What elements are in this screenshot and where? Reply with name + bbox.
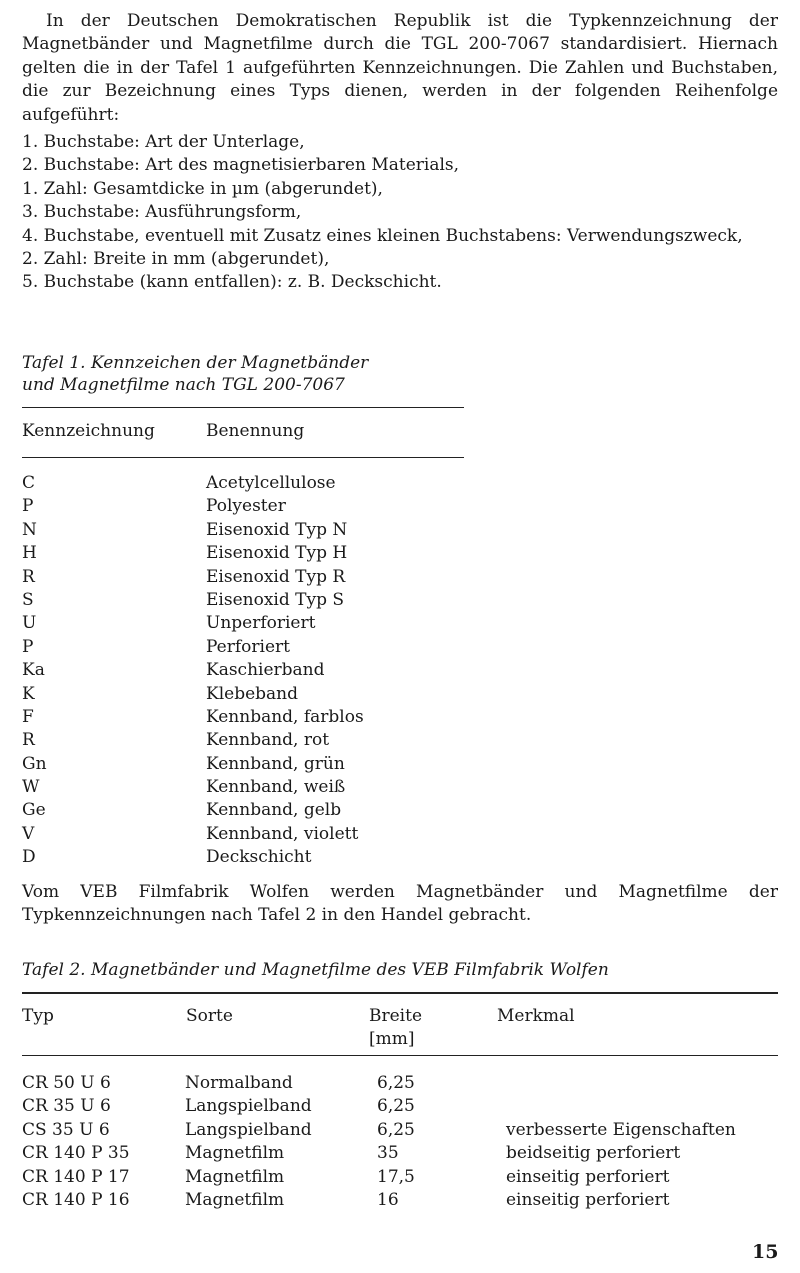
list-item: 2. Zahl: Breite in mm (abgerundet), xyxy=(22,249,330,270)
typ-cell: CS 35 U 6 xyxy=(22,1119,110,1140)
benennung-cell: Eisenoxid Typ S xyxy=(206,589,345,610)
table2-header-breite xyxy=(369,1005,422,1051)
typ-cell: CR 140 P 35 xyxy=(22,1143,130,1164)
table2-header-sorte: Sorte xyxy=(186,1006,233,1026)
breite-cell: 16 xyxy=(377,1189,399,1210)
benennung-cell: Polyester xyxy=(206,496,286,517)
benennung-cell: Deckschicht xyxy=(206,847,312,868)
kennzeichnung-cell: Ge xyxy=(22,800,46,821)
table-row xyxy=(22,1119,778,1142)
kennzeichnung-cell: Gn xyxy=(22,753,47,774)
table-row xyxy=(22,683,472,706)
kennzeichnung-cell: R xyxy=(22,730,35,751)
sorte-cell: Magnetfilm xyxy=(185,1143,285,1164)
merkmal-cell: verbesserte Eigenschaften xyxy=(506,1119,736,1140)
list-item: 5. Buchstabe (kann entfallen): z. B. Deckschicht. xyxy=(22,272,442,293)
merkmal-cell: beidseitig perforiert xyxy=(506,1143,681,1164)
breite-cell: 17,5 xyxy=(377,1166,415,1187)
table2-body xyxy=(22,1072,778,1212)
kennzeichnung-cell: U xyxy=(22,613,37,634)
table1-header-kennzeichnung: Kennzeichnung xyxy=(22,421,155,441)
table-row xyxy=(22,1072,778,1095)
typ-cell: CR 35 U 6 xyxy=(22,1096,111,1117)
breite-cell: 6,25 xyxy=(377,1073,415,1093)
benennung-cell: Kennband, farblos xyxy=(206,706,364,727)
table-row xyxy=(22,729,472,752)
sorte-cell: Magnetfilm xyxy=(185,1166,285,1187)
breite-cell: 6,25 xyxy=(377,1119,415,1140)
table2-header-breite-unit: [mm] xyxy=(369,1029,415,1049)
list-item: 4. Buchstabe, eventuell mit Zusatz eines kleinen Buchstabens: Verwendungszweck, xyxy=(22,225,743,246)
benennung-cell: Perforiert xyxy=(206,636,290,657)
second-paragraph xyxy=(22,881,778,928)
kennzeichnung-cell: H xyxy=(22,543,37,564)
table-row xyxy=(22,1189,778,1212)
kennzeichnung-cell: D xyxy=(22,847,36,868)
benennung-cell: Acetylcellulose xyxy=(206,473,336,493)
kennzeichnung-cell: F xyxy=(22,706,34,727)
table1-header-benennung: Benennung xyxy=(206,421,305,441)
intro-paragraph xyxy=(22,10,778,127)
kennzeichnung-cell: Ka xyxy=(22,660,45,681)
table1-top-rule xyxy=(22,407,464,408)
table1-caption-line1: Tafel 1. Kennzeichen der Magnetbänder xyxy=(22,353,369,373)
kennzeichnung-cell: P xyxy=(22,496,34,517)
kennzeichnung-cell: N xyxy=(22,519,37,540)
table-row xyxy=(22,1166,778,1189)
breite-cell: 35 xyxy=(377,1143,399,1164)
benennung-cell: Kennband, gelb xyxy=(206,800,342,821)
kennzeichnung-cell: R xyxy=(22,566,35,587)
table-row xyxy=(22,1142,778,1165)
table2-caption: Tafel 2. Magnetbänder und Magnetfilme des VEB Filmfabrik Wolfen xyxy=(22,960,609,980)
table2-header-breite-label: Breite xyxy=(369,1006,423,1026)
sorte-cell: Magnetfilm xyxy=(185,1189,285,1210)
list-item: 1. Buchstabe: Art der Unterlage, xyxy=(22,132,305,152)
page-number: 15 xyxy=(752,1241,779,1263)
intro-text: In der Deutschen Demokratischen Republik ist die Typkennzeichnung der Magnetbänder und Magnetfilme durch die TGL 200-7067 standardisiert. Hiernach gelten die in der Tafel 1 aufgeführten Kennzeichnungen. Die Zahlen und Buchstaben, die zur Bezeichnung eines Typs dienen, werden in der folgenden Reihenfolge aufgeführt: xyxy=(22,11,778,125)
typ-cell: CR 140 P 17 xyxy=(22,1166,130,1187)
table-row xyxy=(22,636,472,659)
kennzeichnung-cell: S xyxy=(22,589,34,610)
table1-header-rule xyxy=(22,457,464,458)
typ-cell: CR 140 P 16 xyxy=(22,1189,130,1210)
table-row xyxy=(22,1095,778,1118)
table-row xyxy=(22,566,472,589)
list-item: 3. Buchstabe: Ausführungsform, xyxy=(22,202,302,223)
second-paragraph-text: Vom VEB Filmfabrik Wolfen werden Magnetbänder und Magnetfilme der Typkennzeichnungen nach Tafel 2 in den Handel gebracht. xyxy=(22,882,778,926)
kennzeichnung-cell: K xyxy=(22,683,35,704)
table2-header-rule xyxy=(22,1055,778,1056)
table-row xyxy=(22,495,472,518)
benennung-cell: Klebeband xyxy=(206,683,298,704)
table2-top-rule xyxy=(22,992,778,994)
table2-header-merkmal: Merkmal xyxy=(497,1006,575,1026)
list-item: 2. Buchstabe: Art des magnetisierbaren Materials, xyxy=(22,155,460,176)
table-row xyxy=(22,589,472,612)
table-row xyxy=(22,799,472,822)
kennzeichnung-cell: C xyxy=(22,473,36,493)
benennung-cell: Unperforiert xyxy=(206,613,316,634)
sorte-cell: Langspielband xyxy=(185,1096,312,1117)
kennzeichnung-cell: W xyxy=(22,777,40,798)
sorte-cell: Normalband xyxy=(185,1073,293,1093)
table-row xyxy=(22,753,472,776)
benennung-cell: Kaschierband xyxy=(206,660,325,681)
table-row xyxy=(22,659,472,682)
table-row xyxy=(22,823,472,846)
kennzeichnung-cell: V xyxy=(22,823,35,844)
benennung-cell: Kennband, weiß xyxy=(206,777,346,798)
table1-caption-line2: und Magnetfilme nach TGL 200-7067 xyxy=(22,375,345,395)
typ-cell: CR 50 U 6 xyxy=(22,1073,111,1093)
breite-cell: 6,25 xyxy=(377,1096,415,1117)
table1-caption xyxy=(22,352,482,396)
table2-header-typ: Typ xyxy=(22,1006,54,1026)
table-row xyxy=(22,519,472,542)
table-row xyxy=(22,706,472,729)
benennung-cell: Kennband, rot xyxy=(206,730,330,751)
benennung-cell: Kennband, violett xyxy=(206,823,359,844)
list-item: 1. Zahl: Gesamtdicke in µm (abgerundet), xyxy=(22,178,383,199)
table-row xyxy=(22,612,472,635)
table-row xyxy=(22,472,472,495)
table-row xyxy=(22,542,472,565)
merkmal-cell: einseitig perforiert xyxy=(506,1166,670,1187)
benennung-cell: Eisenoxid Typ R xyxy=(206,566,346,587)
table-row xyxy=(22,776,472,799)
kennzeichnung-cell: P xyxy=(22,636,34,657)
benennung-cell: Eisenoxid Typ N xyxy=(206,519,348,540)
table1-body xyxy=(22,472,472,870)
order-list xyxy=(22,131,778,295)
benennung-cell: Kennband, grün xyxy=(206,753,345,774)
sorte-cell: Langspielband xyxy=(185,1119,312,1140)
merkmal-cell: einseitig perforiert xyxy=(506,1189,670,1210)
benennung-cell: Eisenoxid Typ H xyxy=(206,543,348,564)
table-row xyxy=(22,846,472,869)
